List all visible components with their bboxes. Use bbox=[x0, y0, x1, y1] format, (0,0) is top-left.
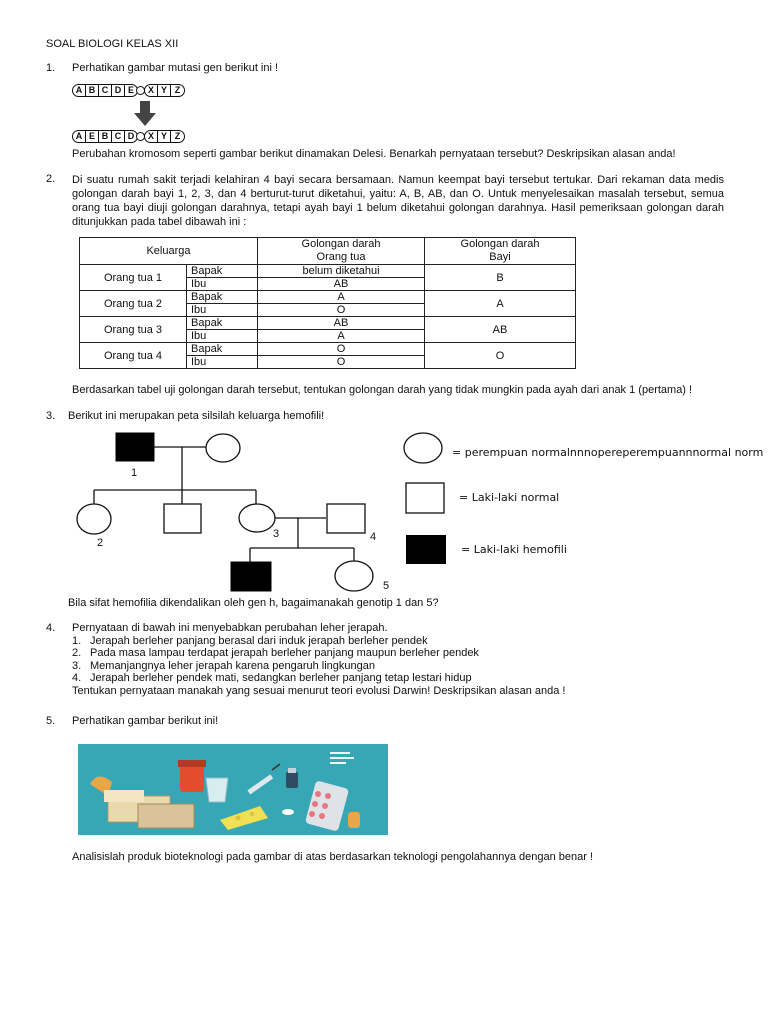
table-header-row bbox=[80, 238, 576, 265]
down-arrow-icon bbox=[134, 101, 156, 127]
hemophilic-male-symbol bbox=[231, 562, 271, 591]
gene-segment: E bbox=[124, 84, 138, 97]
q5-prompt: Perhatikan gambar berikut ini! bbox=[72, 715, 219, 727]
pedigree-label-1: 1 bbox=[131, 467, 138, 479]
legend-hemophilia-label: = Laki-laki hemofili bbox=[461, 543, 567, 556]
q5-number: 5. bbox=[46, 715, 56, 727]
table-row bbox=[80, 317, 576, 330]
header-golongan-bayi-line1: Golongan darah bbox=[460, 238, 540, 250]
mother-blood-cell: O bbox=[258, 304, 425, 317]
q5-question: Analisislah produk bioteknologi pada gambar di atas berdasarkan teknologi pengolahannya dengan benar ! bbox=[72, 851, 594, 863]
legend-male-label: = Laki-laki normal bbox=[459, 491, 560, 504]
hemophilic-male-symbol bbox=[116, 433, 154, 461]
father-label-cell: Bapak bbox=[187, 343, 258, 356]
q1-prompt: Perhatikan gambar mutasi gen berikut ini ! bbox=[72, 62, 279, 74]
jar-icon bbox=[178, 760, 206, 792]
q3-question: Bila sifat hemofilia dikendalikan oleh gen h, bagaimanakah genotip 1 dan 5? bbox=[68, 597, 439, 609]
gene-segment: D bbox=[111, 84, 125, 97]
header-golongan-ortu bbox=[258, 238, 425, 265]
pedigree-label-3: 3 bbox=[273, 528, 280, 540]
gene-segment: X bbox=[144, 130, 158, 143]
father-blood-cell: O bbox=[258, 343, 425, 356]
q1-question: Perubahan kromosom seperti gambar berikut dinamakan Delesi. Benarkah pernyataan tersebut? Deskripsikan alasan anda! bbox=[72, 148, 676, 160]
family-cell: Orang tua 3 bbox=[80, 317, 187, 343]
normal-male-symbol bbox=[327, 504, 365, 533]
father-label-cell: Bapak bbox=[187, 291, 258, 304]
mother-label-cell: Ibu bbox=[187, 278, 258, 291]
q2-intro: Di suatu rumah sakit terjadi kelahiran 4 bayi secara bersamaan. Namun keempat bayi tersebut tertukar. Dari rekaman data medis golongan darah bayi 1, 2, 3, dan 4 berturut-turut diketahui, yaitu: A, B, AB, dan O. Untuk menyelesaikan masalah tersebut, semua orang tua bayi diuji golongan darahnya, tetapi ayah bayi 1 belum diketahui golongan darahnya. Hasil pemeriksaan golongan darah ditunjukkan pada tabel dibawah ini : bbox=[72, 174, 724, 228]
normal-female-symbol bbox=[335, 561, 373, 591]
q4-item-text: Jerapah berleher pendek mati, sedangkan berleher panjang tetap lestari hidup bbox=[90, 672, 472, 684]
father-label-cell: Bapak bbox=[187, 265, 258, 278]
baby-blood-cell: O bbox=[425, 343, 576, 369]
blood-type-table bbox=[79, 237, 576, 369]
q4-item-number: 1. bbox=[72, 635, 82, 647]
normal-female-symbol bbox=[77, 504, 111, 534]
header-golongan-ortu-line2: Orang tua bbox=[316, 251, 366, 263]
normal-female-symbol bbox=[206, 434, 240, 462]
header-keluarga: Keluarga bbox=[80, 238, 258, 265]
baby-blood-cell: A bbox=[425, 291, 576, 317]
gene-segment: D bbox=[124, 130, 138, 143]
header-golongan-ortu-line1: Golongan darah bbox=[301, 238, 381, 250]
legend-hemophilia-icon bbox=[406, 535, 448, 567]
family-cell: Orang tua 2 bbox=[80, 291, 187, 317]
q3-prompt: Berikut ini merupakan peta silsilah keluarga hemofili! bbox=[68, 410, 325, 422]
mother-label-cell: Ibu bbox=[187, 356, 258, 369]
normal-male-symbol bbox=[164, 504, 201, 533]
table-row bbox=[80, 291, 576, 304]
header-golongan-bayi bbox=[425, 238, 576, 265]
gene-segment: A bbox=[72, 130, 86, 143]
gene-segment: Y bbox=[157, 130, 171, 143]
q1-number: 1. bbox=[46, 62, 56, 74]
q4-item-text: Jerapah berleher panjang berasal dari induk jerapah berleher pendek bbox=[90, 635, 428, 647]
q2-question: Berdasarkan tabel uji golongan darah tersebut, tentukan golongan darah yang tidak mungkin pada ayah dari anak 1 (pertama) ! bbox=[72, 384, 693, 396]
gene-segment: Z bbox=[170, 130, 185, 143]
pedigree-label-5: 5 bbox=[383, 580, 390, 592]
q4-number: 4. bbox=[46, 622, 56, 634]
normal-female-symbol bbox=[239, 504, 275, 532]
q4-item-number: 4. bbox=[72, 672, 82, 684]
q4-item-number: 2. bbox=[72, 647, 82, 659]
pedigree-label-2: 2 bbox=[97, 537, 104, 549]
mother-blood-cell: A bbox=[258, 330, 425, 343]
q4-item-number: 3. bbox=[72, 660, 82, 672]
q2-number: 2. bbox=[46, 173, 56, 185]
q4-question: Tentukan pernyataan manakah yang sesuai menurut teori evolusi Darwin! Deskripsikan alasan anda ! bbox=[72, 685, 566, 697]
baby-blood-cell: B bbox=[425, 265, 576, 291]
table-row bbox=[80, 265, 576, 278]
mother-blood-cell: AB bbox=[258, 278, 425, 291]
header-golongan-bayi-line2: Bayi bbox=[489, 251, 511, 263]
table-row bbox=[80, 343, 576, 356]
pedigree-chart bbox=[60, 428, 400, 598]
q4-prompt: Pernyataan di bawah ini menyebabkan perubahan leher jerapah. bbox=[72, 622, 388, 634]
baby-blood-cell: AB bbox=[425, 317, 576, 343]
mother-label-cell: Ibu bbox=[187, 330, 258, 343]
father-blood-cell: A bbox=[258, 291, 425, 304]
gene-segment: C bbox=[111, 130, 125, 143]
mother-blood-cell: O bbox=[258, 356, 425, 369]
gene-segment: B bbox=[85, 84, 99, 97]
father-label-cell: Bapak bbox=[187, 317, 258, 330]
pill-icon bbox=[282, 809, 294, 815]
gene-segment: C bbox=[98, 84, 112, 97]
gene-segment: B bbox=[98, 130, 112, 143]
father-blood-cell: belum diketahui bbox=[258, 265, 425, 278]
q3-number: 3. bbox=[46, 410, 56, 422]
q4-item-text: Memanjangnya leher jerapah karena pengaruh lingkungan bbox=[90, 660, 375, 672]
chromosome-mutated bbox=[72, 129, 184, 143]
gene-segment: Z bbox=[170, 84, 185, 97]
glass-icon bbox=[206, 778, 228, 802]
document-title: SOAL BIOLOGI KELAS XII bbox=[46, 38, 179, 50]
gene-segment: X bbox=[144, 84, 158, 97]
pedigree-label-4: 4 bbox=[370, 531, 377, 543]
family-cell: Orang tua 1 bbox=[80, 265, 187, 291]
gene-segment: E bbox=[85, 130, 99, 143]
father-blood-cell: AB bbox=[258, 317, 425, 330]
gene-segment: Y bbox=[157, 84, 171, 97]
mother-label-cell: Ibu bbox=[187, 304, 258, 317]
legend-female-label: = perempuan normalnnnopereperempuannnormal norm bbox=[452, 446, 764, 459]
legend-male-icon bbox=[405, 482, 447, 516]
gene-segment: A bbox=[72, 84, 86, 97]
q4-item-text: Pada masa lampau terdapat jerapah berleher panjang maupun berleher pendek bbox=[90, 647, 479, 659]
family-cell: Orang tua 4 bbox=[80, 343, 187, 369]
biotech-products-image bbox=[78, 744, 388, 835]
capsule-icon bbox=[348, 812, 360, 828]
chromosome-original bbox=[72, 83, 184, 97]
legend-female-icon bbox=[402, 432, 450, 468]
